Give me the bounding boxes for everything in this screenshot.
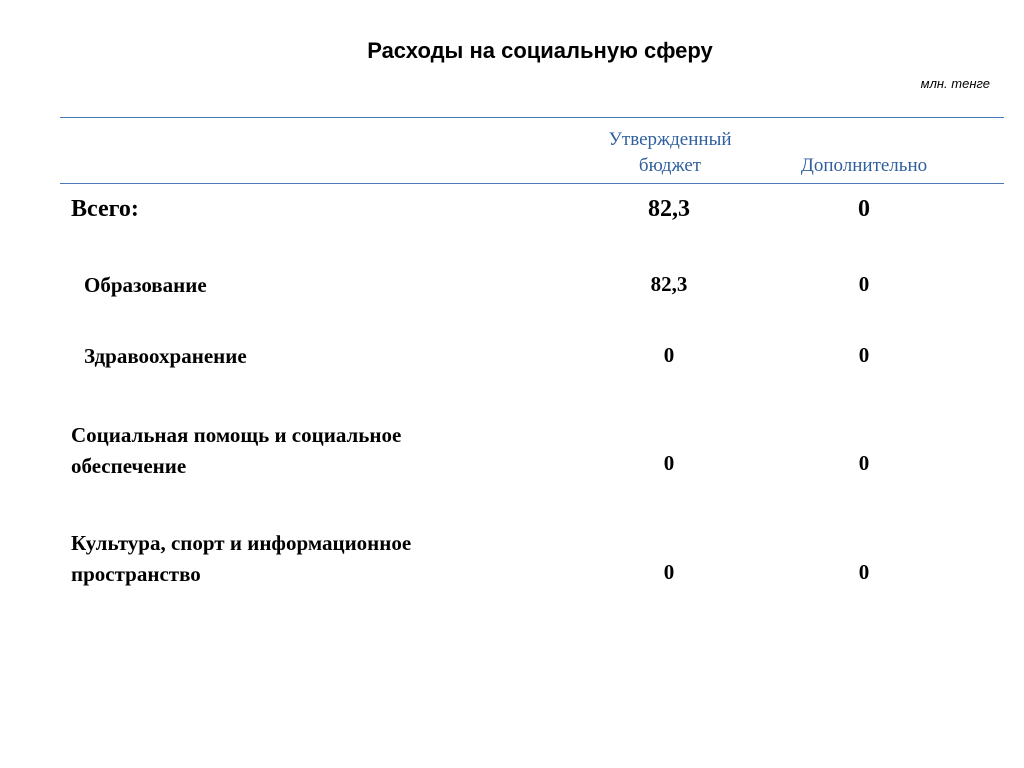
cell-culture-approved: 0 — [663, 560, 675, 584]
cell-social-assistance-approved: 0 — [663, 451, 675, 475]
units-label: млн. тенге — [920, 76, 990, 91]
table-top-rule — [60, 117, 1004, 118]
cell-healthcare-additional: 0 — [858, 343, 870, 367]
row-label-social-assistance: Социальная помощь и социальное обеспечение — [71, 423, 402, 478]
cell-healthcare-approved: 0 — [663, 343, 675, 367]
page-title: Расходы на социальную сферу — [367, 38, 713, 63]
row-label-culture: Культура, спорт и информационное пространство — [71, 531, 412, 586]
cell-education-approved: 82,3 — [650, 272, 688, 296]
column-header-additional: Дополнительно — [800, 155, 928, 176]
cell-total-approved: 82,3 — [648, 196, 690, 222]
cell-total-additional: 0 — [858, 196, 870, 222]
row-label-education: Образование — [84, 273, 207, 297]
cell-culture-additional: 0 — [858, 560, 870, 584]
column-header-approved: Утвержденный бюджет — [608, 129, 732, 176]
row-label-total: Всего: — [71, 196, 139, 222]
table-header-rule — [60, 183, 1004, 184]
cell-social-assistance-additional: 0 — [858, 451, 870, 475]
row-label-healthcare: Здравоохранение — [84, 344, 247, 368]
cell-education-additional: 0 — [858, 272, 870, 296]
